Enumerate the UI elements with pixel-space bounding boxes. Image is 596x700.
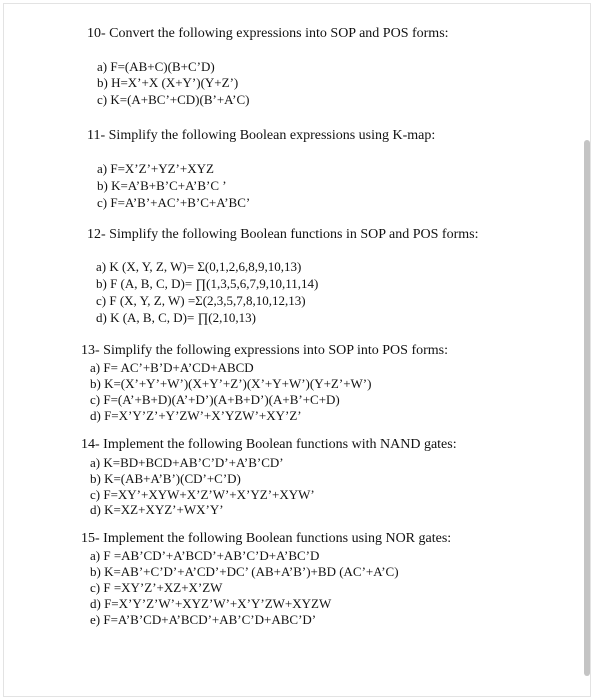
question-12-item-b: b) F (A, B, C, D)= ∏(1,3,5,6,7,9,10,11,14) bbox=[96, 276, 319, 291]
question-15-item-e: e) F=A’B’CD+A’BCD’+AB’C’D+ABC’D’ bbox=[90, 612, 317, 627]
question-12-item-a: a) K (X, Y, Z, W)= Σ(0,1,2,6,8,9,10,13) bbox=[96, 259, 302, 274]
question-15-item-c: c) F =XY’Z’+XZ+X’ZW bbox=[90, 580, 223, 595]
question-10-item-c: c) K=(A+BC’+CD)(B’+A’C) bbox=[97, 92, 250, 107]
question-13-item-d: d) F=X’Y’Z’+Y’ZW’+X’YZW’+XY’Z’ bbox=[90, 408, 302, 423]
question-11-item-c: c) F=A’B’+AC’+B’C+A’BC’ bbox=[97, 195, 251, 210]
question-14-item-c: c) F=XY’+XYW+X’Z’W’+X’YZ’+XYW’ bbox=[90, 487, 315, 502]
question-14-item-a: a) K=BD+BCD+AB’C’D’+A’B’CD’ bbox=[90, 455, 284, 470]
question-11-item-a: a) F=X’Z’+YZ’+XYZ bbox=[97, 161, 214, 176]
question-10-item-a: a) F=(AB+C)(B+C’D) bbox=[97, 59, 215, 74]
vertical-scrollbar[interactable] bbox=[584, 140, 590, 676]
question-14-item-d: d) K=XZ+XYZ’+WX’Y’ bbox=[90, 502, 224, 517]
question-13-item-c: c) F=(A’+B+D)(A’+D’)(A+B+D’)(A+B’+C+D) bbox=[90, 392, 340, 407]
question-10-title: 10- Convert the following expressions into SOP and POS forms: bbox=[87, 26, 449, 41]
question-11-item-b: b) K=A’B+B’C+A’B’C ’ bbox=[97, 178, 227, 193]
question-12-item-d: d) K (A, B, C, D)= ∏(2,10,13) bbox=[96, 310, 256, 325]
question-11-title: 11- Simplify the following Boolean expressions using K-map: bbox=[87, 128, 436, 143]
question-12-title: 12- Simplify the following Boolean functions in SOP and POS forms: bbox=[87, 227, 479, 242]
question-15-title: 15- Implement the following Boolean functions using NOR gates: bbox=[81, 531, 452, 546]
question-12-item-c: c) F (X, Y, Z, W) =Σ(2,3,5,7,8,10,12,13) bbox=[96, 293, 306, 308]
question-10-item-b: b) H=X’+X (X+Y’)(Y+Z’) bbox=[97, 75, 239, 90]
question-15-item-a: a) F =AB’CD’+A’BCD’+AB’C’D+A’BC’D bbox=[90, 548, 320, 563]
question-14-title: 14- Implement the following Boolean functions with NAND gates: bbox=[81, 437, 457, 452]
question-14-item-b: b) K=(AB+A’B’)(CD’+C’D) bbox=[90, 471, 241, 486]
question-13-item-a: a) F= AC’+B’D+A’CD+ABCD bbox=[90, 360, 254, 375]
question-15-item-b: b) K=AB’+C’D’+A’CD’+DC’ (AB+A’B’)+BD (AC’+A’C) bbox=[90, 564, 399, 579]
question-13-item-b: b) K=(X’+Y’+W’)(X+Y’+Z’)(X’+Y+W’)(Y+Z’+W’) bbox=[90, 376, 372, 391]
question-15-item-d: d) F=X’Y’Z’W’+XYZ’W’+X’Y’ZW+XYZW bbox=[90, 596, 332, 611]
question-13-title: 13- Simplify the following expressions into SOP into POS forms: bbox=[81, 343, 448, 358]
